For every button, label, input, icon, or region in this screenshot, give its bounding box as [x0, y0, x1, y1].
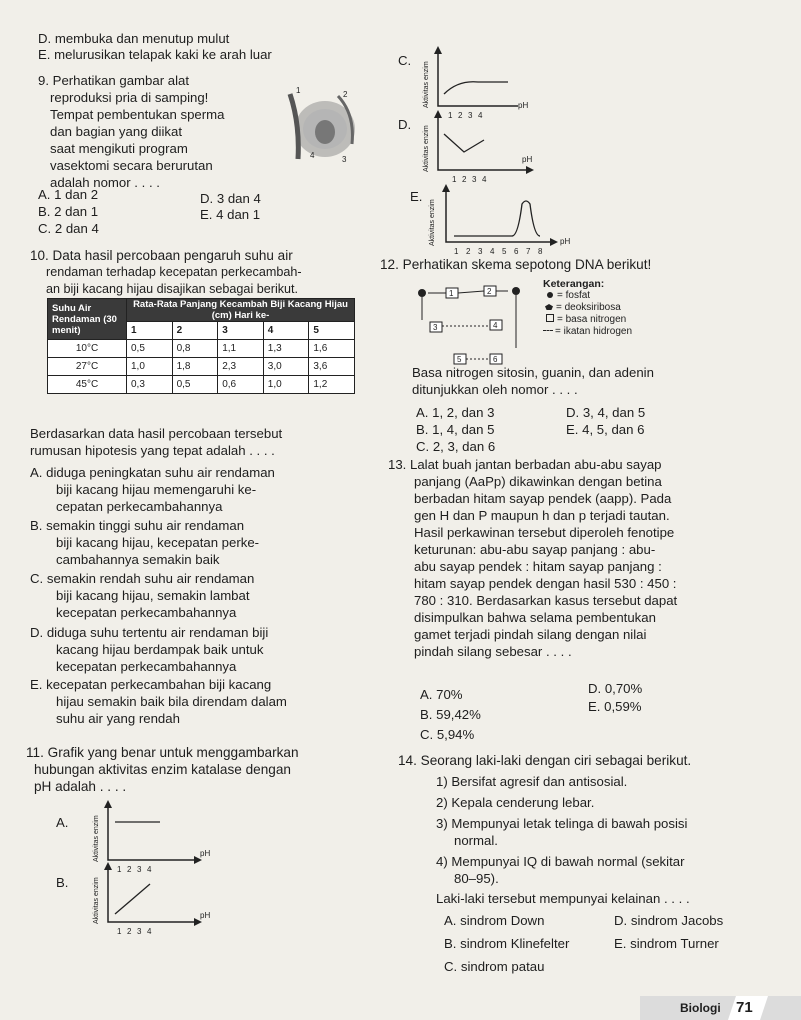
q14-option-e[interactable]: E. sindrom Turner	[614, 936, 719, 951]
svg-text:Aktivitas enzim: Aktivitas enzim	[429, 199, 436, 246]
q13-option-c[interactable]: C. 5,94%	[420, 727, 475, 742]
svg-text:3: 3	[433, 323, 438, 332]
graph-b-letter[interactable]: B.	[56, 875, 69, 890]
page-number: 71	[736, 999, 753, 1016]
svg-text:2: 2	[458, 111, 463, 120]
svg-text:4: 4	[482, 175, 487, 184]
q13-option-a[interactable]: A. 70%	[420, 687, 463, 702]
graph-c-letter[interactable]: C.	[398, 53, 412, 68]
q12-text: Basa nitrogen sitosin, guanin, dan adenin ditunjukkan oleh nomor . . . .	[412, 365, 654, 397]
svg-text:1: 1	[452, 175, 457, 184]
graph-a-letter[interactable]: A.	[56, 815, 69, 830]
svg-text:2: 2	[127, 927, 132, 936]
svg-text:1: 1	[117, 927, 122, 936]
svg-text:4: 4	[147, 865, 152, 874]
q14-question: Laki-laki tersebut mempunyai kelainan . . . .	[436, 891, 690, 906]
svg-text:Aktivitas enzim: Aktivitas enzim	[423, 125, 430, 172]
q9-option-e[interactable]: E. 4 dan 1	[200, 207, 261, 222]
deoxyribose-icon	[545, 304, 553, 310]
svg-text:3: 3	[478, 247, 483, 256]
q14-option-c[interactable]: C. sindrom patau	[444, 959, 545, 974]
svg-text:Aktivitas enzim: Aktivitas enzim	[93, 877, 100, 924]
q10-after: Berdasarkan data hasil percobaan tersebut rumusan hipotesis yang tepat adalah . . . .	[30, 426, 283, 458]
svg-text:8: 8	[538, 247, 543, 256]
q14-stem: 14. Seorang laki-laki dengan ciri sebagai berikut.	[398, 753, 692, 768]
table-row: 27°C 1,0 1,8 2,3 3,0 3,6	[48, 358, 355, 376]
table-day: 2	[172, 322, 218, 340]
graph-d-letter[interactable]: D.	[398, 117, 412, 132]
table-row: 45°C 0,3 0,5 0,6 1,0 1,2	[48, 376, 355, 394]
graph-e-letter[interactable]: E.	[410, 189, 423, 204]
subject-label: Biologi	[680, 1001, 721, 1015]
germination-table	[47, 298, 355, 394]
hydrogen-bond-icon	[543, 330, 553, 331]
svg-text:5: 5	[457, 355, 462, 364]
q10-option-b[interactable]: B. semakin tinggi suhu air rendaman biji kacang hijau, kecepatan perke- cambahannya semakin baik	[30, 518, 260, 567]
q13-option-e[interactable]: E. 0,59%	[588, 699, 642, 714]
svg-text:4: 4	[147, 927, 152, 936]
q12-option-d[interactable]: D. 3, 4, dan 5	[566, 405, 646, 420]
q12-option-e[interactable]: E. 4, 5, dan 6	[566, 422, 645, 437]
q11-stem: 11. Grafik yang benar untuk menggambarkan hubungan aktivitas enzim katalase dengan pH adalah . . . .	[26, 745, 299, 794]
q13-option-d[interactable]: D. 0,70%	[588, 681, 643, 696]
graph-d[interactable]	[418, 110, 558, 188]
svg-text:6: 6	[493, 355, 498, 364]
table-day: 3	[218, 322, 264, 340]
q12-option-c[interactable]: C. 2, 3, dan 6	[416, 439, 496, 454]
svg-text:2: 2	[466, 247, 471, 256]
q10-option-d[interactable]: D. diduga suhu tertentu air rendaman biji kacang hijau berdampak baik untuk kecepatan perkecambahannya	[30, 625, 269, 674]
q9-option-d[interactable]: D. 3 dan 4	[200, 191, 261, 206]
q9-option-a[interactable]: A. 1 dan 2	[38, 187, 99, 202]
table-row: 10°C 0,5 0,8 1,1 1,3 1,6	[48, 340, 355, 358]
q8-option-e: E. melurusikan telapak kaki ke arah luar	[38, 47, 272, 62]
svg-text:2: 2	[487, 287, 492, 296]
q12-option-b[interactable]: B. 1, 4, dan 5	[416, 422, 495, 437]
figure-label-1: 1	[296, 86, 301, 95]
q12-stem: 12. Perhatikan skema sepotong DNA berikut!	[380, 257, 652, 272]
svg-text:1: 1	[448, 111, 453, 120]
q14-option-b[interactable]: B. sindrom Klinefelter	[444, 936, 570, 951]
svg-text:6: 6	[514, 247, 519, 256]
svg-text:3: 3	[137, 865, 142, 874]
svg-text:7: 7	[526, 247, 531, 256]
svg-text:1: 1	[454, 247, 459, 256]
svg-text:Aktivitas enzim: Aktivitas enzim	[423, 61, 430, 108]
q14-items: 1) Bersifat agresif dan antisosial. 2) Kepala cenderung lebar. 3) Mempunyai letak telinga di bawah posisi normal. 4) Mempunyai IQ di bawah normal (sekitar 80–95).	[436, 774, 688, 886]
q9-stem: 9. Perhatikan gambar alat reproduksi pria di samping! Tempat pembentukan sperma dan bagian yang diikat saat mengikuti program vasektomi secara berurutan adalah nomor . . . .	[38, 73, 225, 190]
svg-text:1: 1	[117, 865, 122, 874]
svg-text:pH: pH	[200, 849, 211, 858]
svg-text:3: 3	[468, 111, 473, 120]
dna-legend: Keterangan: = fosfat = deoksiribosa = basa nitrogen = ikatan hidrogen	[543, 278, 633, 337]
table-day: 4	[263, 322, 309, 340]
q13-option-b[interactable]: B. 59,42%	[420, 707, 481, 722]
figure-label-2: 2	[343, 90, 348, 99]
table-day: 5	[309, 322, 355, 340]
table-head-length: Rata-Rata Panjang Kecambah Biji Kacang Hijau (cm) Hari ke-	[127, 299, 355, 322]
q9-option-b[interactable]: B. 2 dan 1	[38, 204, 99, 219]
svg-text:pH: pH	[560, 237, 571, 246]
svg-text:3: 3	[472, 175, 477, 184]
svg-text:3: 3	[137, 927, 142, 936]
q10-option-e[interactable]: E. kecepatan perkecambahan biji kacang hijau semakin baik bila direndam dalam suhu air yang rendah	[30, 677, 287, 726]
q8-option-d: D. membuka dan menutup mulut	[38, 31, 230, 46]
table-head-temperature: Suhu Air Rendaman (30 menit)	[48, 299, 127, 340]
graph-b[interactable]	[80, 862, 220, 942]
figure-label-4: 4	[310, 151, 315, 160]
graph-e[interactable]	[426, 184, 586, 260]
svg-text:4: 4	[493, 321, 498, 330]
svg-text:4: 4	[490, 247, 495, 256]
svg-text:Aktivitas enzim: Aktivitas enzim	[93, 815, 100, 862]
svg-text:5: 5	[502, 247, 507, 256]
q10-option-a[interactable]: A. diduga peningkatan suhu air rendaman biji kacang hijau memengaruhi ke- cepatan perkecambahannya	[30, 465, 275, 514]
figure-label-3: 3	[342, 155, 347, 164]
svg-text:pH: pH	[200, 911, 211, 920]
svg-text:pH: pH	[522, 155, 533, 164]
base-icon	[546, 314, 554, 322]
q10-option-c[interactable]: C. semakin rendah suhu air rendaman biji kacang hijau, semakin lambat kecepatan perkecambahannya	[30, 571, 255, 620]
q12-option-a[interactable]: A. 1, 2, dan 3	[416, 405, 495, 420]
dna-schema	[408, 278, 548, 372]
q14-option-d[interactable]: D. sindrom Jacobs	[614, 913, 724, 928]
q13-stem: 13. Lalat buah jantan berbadan abu-abu sayap panjang (AaPp) dikawinkan dengan betina berbadan hitam sayap pendek (aapp). Pada gen H dan P maupun h dan p terjadi tautan. Hasil perkawinan tersebut diperoleh fenotipe keturunan: abu-abu sayap panjang : abu- abu sayap pendek : hitam sayap panjang : hitam sayap pendek dengan hasil 530 : 450 : 780 : 310. Berdasarkan kasus tersebut dapat disimpulkan bahwa selama pembentukan gamet terjadi pindah silang dengan nilai pindah silang sebesar . . . .	[388, 457, 678, 659]
svg-text:1: 1	[449, 289, 454, 298]
svg-text:2: 2	[462, 175, 467, 184]
q9-option-c[interactable]: C. 2 dan 4	[38, 221, 99, 236]
svg-text:pH: pH	[518, 101, 529, 110]
male-reproductive-figure	[270, 84, 380, 164]
phosphate-icon	[547, 292, 553, 298]
svg-text:4: 4	[478, 111, 483, 120]
q10-stem: 10. Data hasil percobaan pengaruh suhu air rendaman terhadap kecepatan perkecambah- an biji kacang hijau disajikan sebagai berikut.	[30, 248, 302, 296]
q14-option-a[interactable]: A. sindrom Down	[444, 913, 545, 928]
svg-text:2: 2	[127, 865, 132, 874]
table-day: 1	[127, 322, 173, 340]
